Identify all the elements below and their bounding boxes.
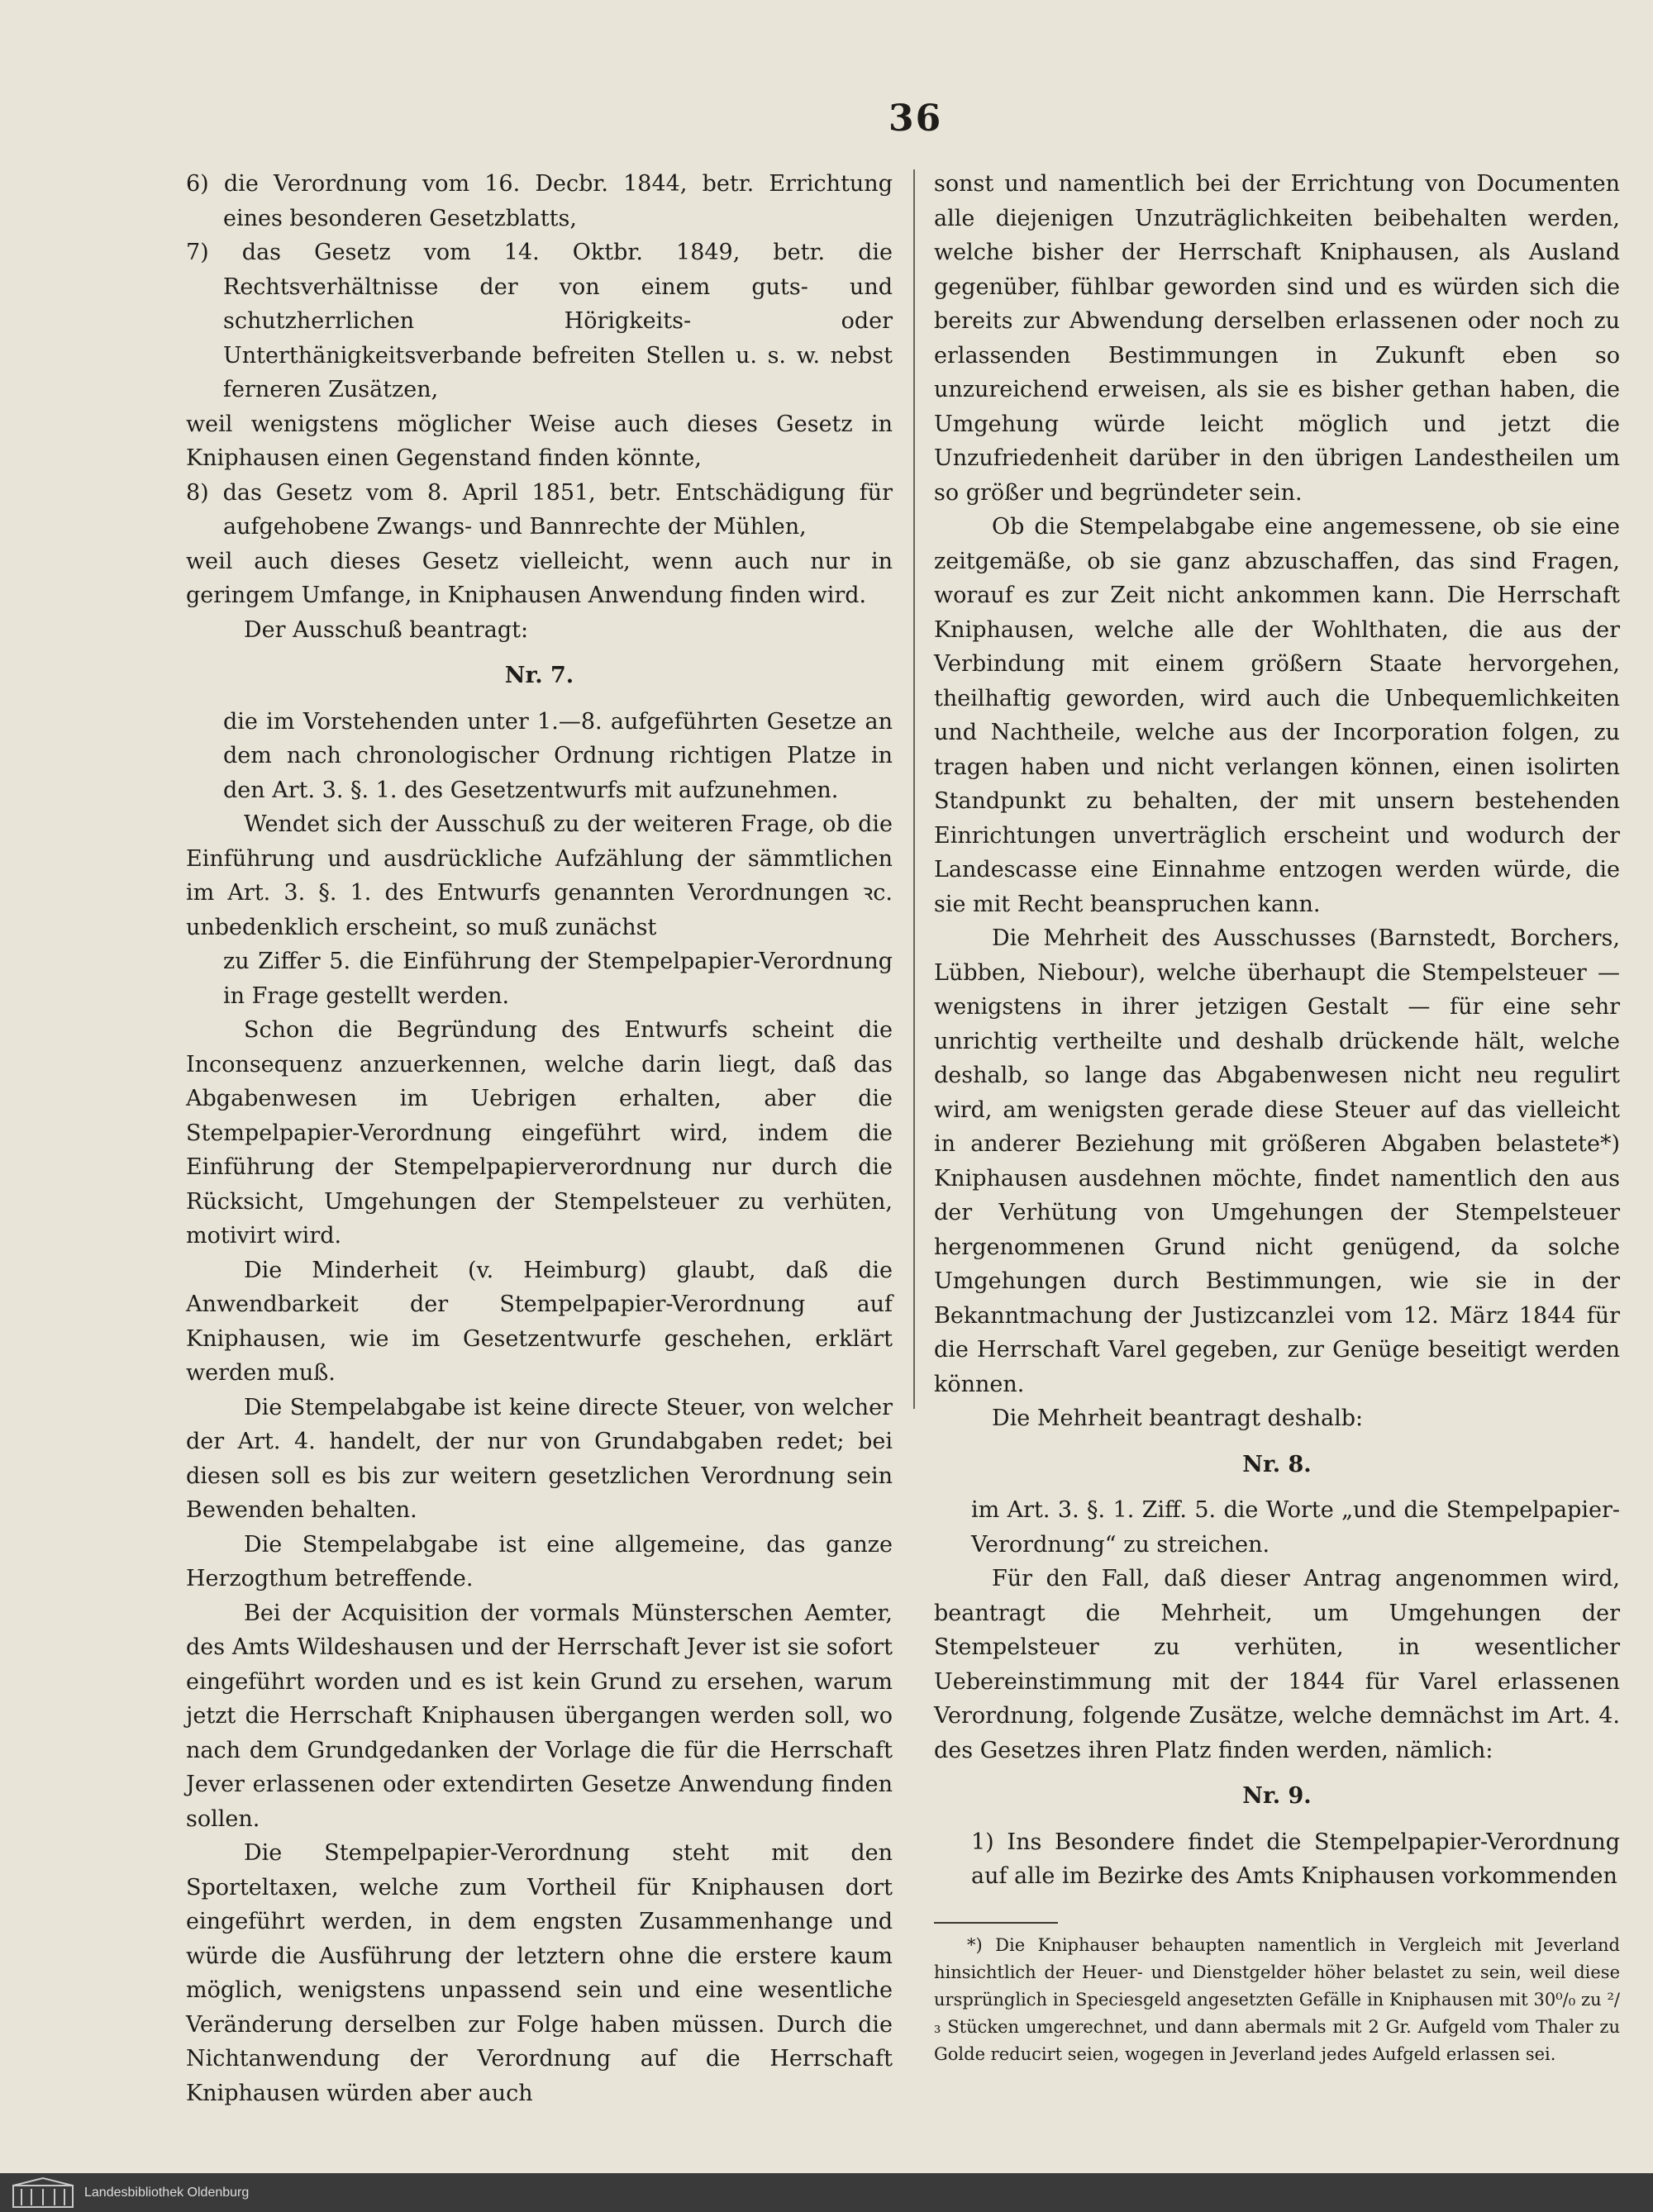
- paragraph: sonst und namentlich bei der Errichtung von Documenten alle diejenigen Unzuträglichkeiten beibehalten werden, welche bisher der Herrschaft Kniphausen, als Ausland gegenüber, fühlbar geworden sind und es würden sich die bereits zur Abwendung derselben erlassenen oder noch zu erlassenden Bestimmungen in Zukunft eben so unzureichend erweisen, als sie es bisher gethan haben, die Umgehung würde leicht möglich und jetzt die Unzufriedenheit darüber in den übrigen Landestheilen um so größer und begründeter sein.: [934, 171, 1620, 506]
- paragraph: Für den Fall, daß dieser Antrag angenommen wird, beantragt die Mehrheit, um Umgehungen der Stempelsteuer zu verhüten, in wesentlicher Uebereinstimmung mit der 1844 für Varel erlassenen Verordnung, folgende Zusätze, welche demnächst im Art. 4. des Gesetzes ihren Platz finden werden, nämlich:: [934, 1566, 1620, 1763]
- motion-text: im Art. 3. §. 1. Ziff. 5. die Worte „und die Stempelpapier-Verordnung“ zu streichen.: [971, 1497, 1620, 1558]
- motion-heading: Nr. 8.: [1242, 1451, 1312, 1477]
- footnote-rule: [934, 1922, 1058, 1924]
- motion-heading: Nr. 7.: [504, 663, 574, 688]
- paragraph: Die Stempelabgabe ist keine directe Steuer, von welcher der Art. 4. handelt, der nur von Grundabgaben redet; bei diesen soll es bis zur weitern gesetzlichen Verordnung sein Bewenden behalten.: [186, 1394, 893, 1523]
- paragraph: zu Ziffer 5. die Einführung der Stempelpapier-Verordnung in Frage gestellt werden.: [223, 949, 893, 1009]
- motion-heading: Nr. 9.: [1242, 1783, 1312, 1809]
- paragraph: Die Mehrheit des Ausschusses (Barnstedt, Borchers, Lübben, Niebour), welche überhaupt die Stempelsteuer — wenigstens in ihrer jetzigen Gestalt — für eine sehr unrichtig vertheilte und deshalb drückende hält, welche deshalb, so lange das Abgabenwesen nicht neu regulirt wird, am wenigsten gerade diese Steuer auf das vielleicht in anderer Beziehung mit größeren Abgaben belastete*) Kniphausen ausdehnen möchte, findet namentlich den aus der Verhütung von Umgehungen der Stempelsteuer hergenommenen Grund nicht genügend, da solche Umgehungen durch Bestimmungen, wie sie in der Bekanntmachung der Justizcanzlei vom 12. März 1844 für die Herrschaft Varel gegeben, zur Genüge beseitigt werden können.: [934, 925, 1620, 1397]
- right-column: [934, 167, 1620, 2067]
- paragraph: Schon die Begründung des Entwurfs scheint die Inconsequenz anzuerkennen, welche darin liegt, daß das Abgabenwesen im Uebrigen erhalten, aber die Stempelpapier-Verordnung eingeführt wird, indem die Einführung der Stempelpapierverordnung nur durch die Rücksicht, Umgehungen der Stempelsteuer zu verhüten, motivirt wird.: [186, 1017, 893, 1249]
- left-column: [186, 167, 893, 2106]
- library-logo-icon: [12, 2177, 74, 2209]
- paragraph: 8) das Gesetz vom 8. April 1851, betr. Entschädigung für aufgehobene Zwangs- und Bannrechte der Mühlen,: [186, 479, 893, 540]
- motion-text: 1) Ins Besondere findet die Stempelpapier-Verordnung auf alle im Bezirke des Amts Kniphausen vorkommenden: [971, 1829, 1620, 1889]
- page-number: 36: [888, 98, 943, 140]
- paragraph: weil auch dieses Gesetz vielleicht, wenn auch nur in geringem Umfange, in Kniphausen Anwendung finden wird.: [186, 548, 893, 608]
- paragraph: 7) das Gesetz vom 14. Oktbr. 1849, betr. die Rechtsverhältnisse der von einem guts- und schutzherrlichen Hörigkeits- oder Unterthänigkeitsverbande befreiten Stellen u. s. w. nebst ferneren Zusätzen,: [186, 240, 893, 402]
- library-name: Landesbibliothek Oldenburg: [84, 2185, 250, 2200]
- paragraph: 6) die Verordnung vom 16. Decbr. 1844, betr. Errichtung eines besonderen Gesetzblatts,: [186, 171, 893, 231]
- paragraph: Ob die Stempelabgabe eine angemessene, ob sie eine zeitgemäße, ob sie ganz abzuschaffen, das sind Fragen, worauf es zur Zeit nicht ankommen kann. Die Herrschaft Kniphausen, welche alle der Wohlthaten, die aus der Verbindung mit einem größern Staate hervorgehen, theilhaftig geworden, wird auch die Unbequemlichkeiten und Nachtheile, welche aus der Incorporation folgen, zu tragen haben und nicht verlangen können, einen isolirten Standpunkt zu behalten, der mit unsern bestehenden Einrichtungen unverträglich erscheint und wodurch der Landescasse eine Einnahme entzogen werden würde, die sie mit Recht beanspruchen kann.: [934, 514, 1620, 917]
- paragraph: Wendet sich der Ausschuß zu der weiteren Frage, ob die Einführung und ausdrückliche Aufzählung der sämmtlichen im Art. 3. §. 1. des Entwurfs genannten Verordnungen ꝛc. unbedenklich erscheint, so muß zunächst: [186, 811, 893, 940]
- paragraph: Die Mehrheit beantragt deshalb:: [992, 1406, 1364, 1431]
- paragraph: Die Stempelpapier-Verordnung steht mit den Sporteltaxen, welche zum Vortheil für Kniphausen dort eingeführt werden, in dem engsten Zusammenhange und würde die Ausführung der letztern ohne die erstere kaum möglich, wenigstens unpassend sein und eine wesentliche Veränderung derselben zur Folge haben müssen. Durch die Nichtanwendung der Verordnung auf die Herrschaft Kniphausen würden aber auch: [186, 1840, 893, 2106]
- footer-bar: [0, 2173, 1653, 2212]
- paragraph: Die Minderheit (v. Heimburg) glaubt, daß die Anwendbarkeit der Stempelpapier-Verordnung auf Kniphausen, wie im Gesetzentwurfe geschehen, erklärt werden muß.: [186, 1257, 893, 1386]
- paragraph: weil wenigstens möglicher Weise auch dieses Gesetz in Kniphausen einen Gegenstand finden könnte,: [186, 411, 893, 471]
- paragraph: Der Ausschuß beantragt:: [244, 616, 529, 643]
- motion-text: die im Vorstehenden unter 1.—8. aufgeführten Gesetze an dem nach chronologischer Ordnung richtigen Platze in den Art. 3. §. 1. des Gesetzentwurfs mit aufzunehmen.: [223, 708, 893, 803]
- paragraph: Bei der Acquisition der vormals Münsterschen Aemter, des Amts Wildeshausen und der Herrschaft Jever ist sie sofort eingeführt worden und es ist kein Grund zu ersehen, warum jetzt die Herrschaft Kniphausen übergangen werden soll, wo nach dem Grundgedanken der Vorlage die für die Herrschaft Jever erlassenen oder extendirten Gesetze Anwendung finden sollen.: [186, 1600, 893, 1832]
- column-divider: [913, 169, 915, 1409]
- paragraph: Die Stempelabgabe ist eine allgemeine, das ganze Herzogthum betreffende.: [186, 1531, 893, 1591]
- footnote: *) Die Kniphauser behaupten namentlich in Vergleich mit Jeverland hinsichtlich der Heuer- und Dienstgelder höher belastet zu sein, weil diese ursprünglich in Speciesgeld angesetzten Gefälle in Kniphausen mit 30⁰/₀ zu ²/₃ Stücken umgerechnet, und dann abermals mit 2 Gr. Aufgeld vom Thaler zu Golde reducirt seien, wogegen in Jeverland jedes Aufgeld erlassen sei.: [934, 1934, 1620, 2064]
